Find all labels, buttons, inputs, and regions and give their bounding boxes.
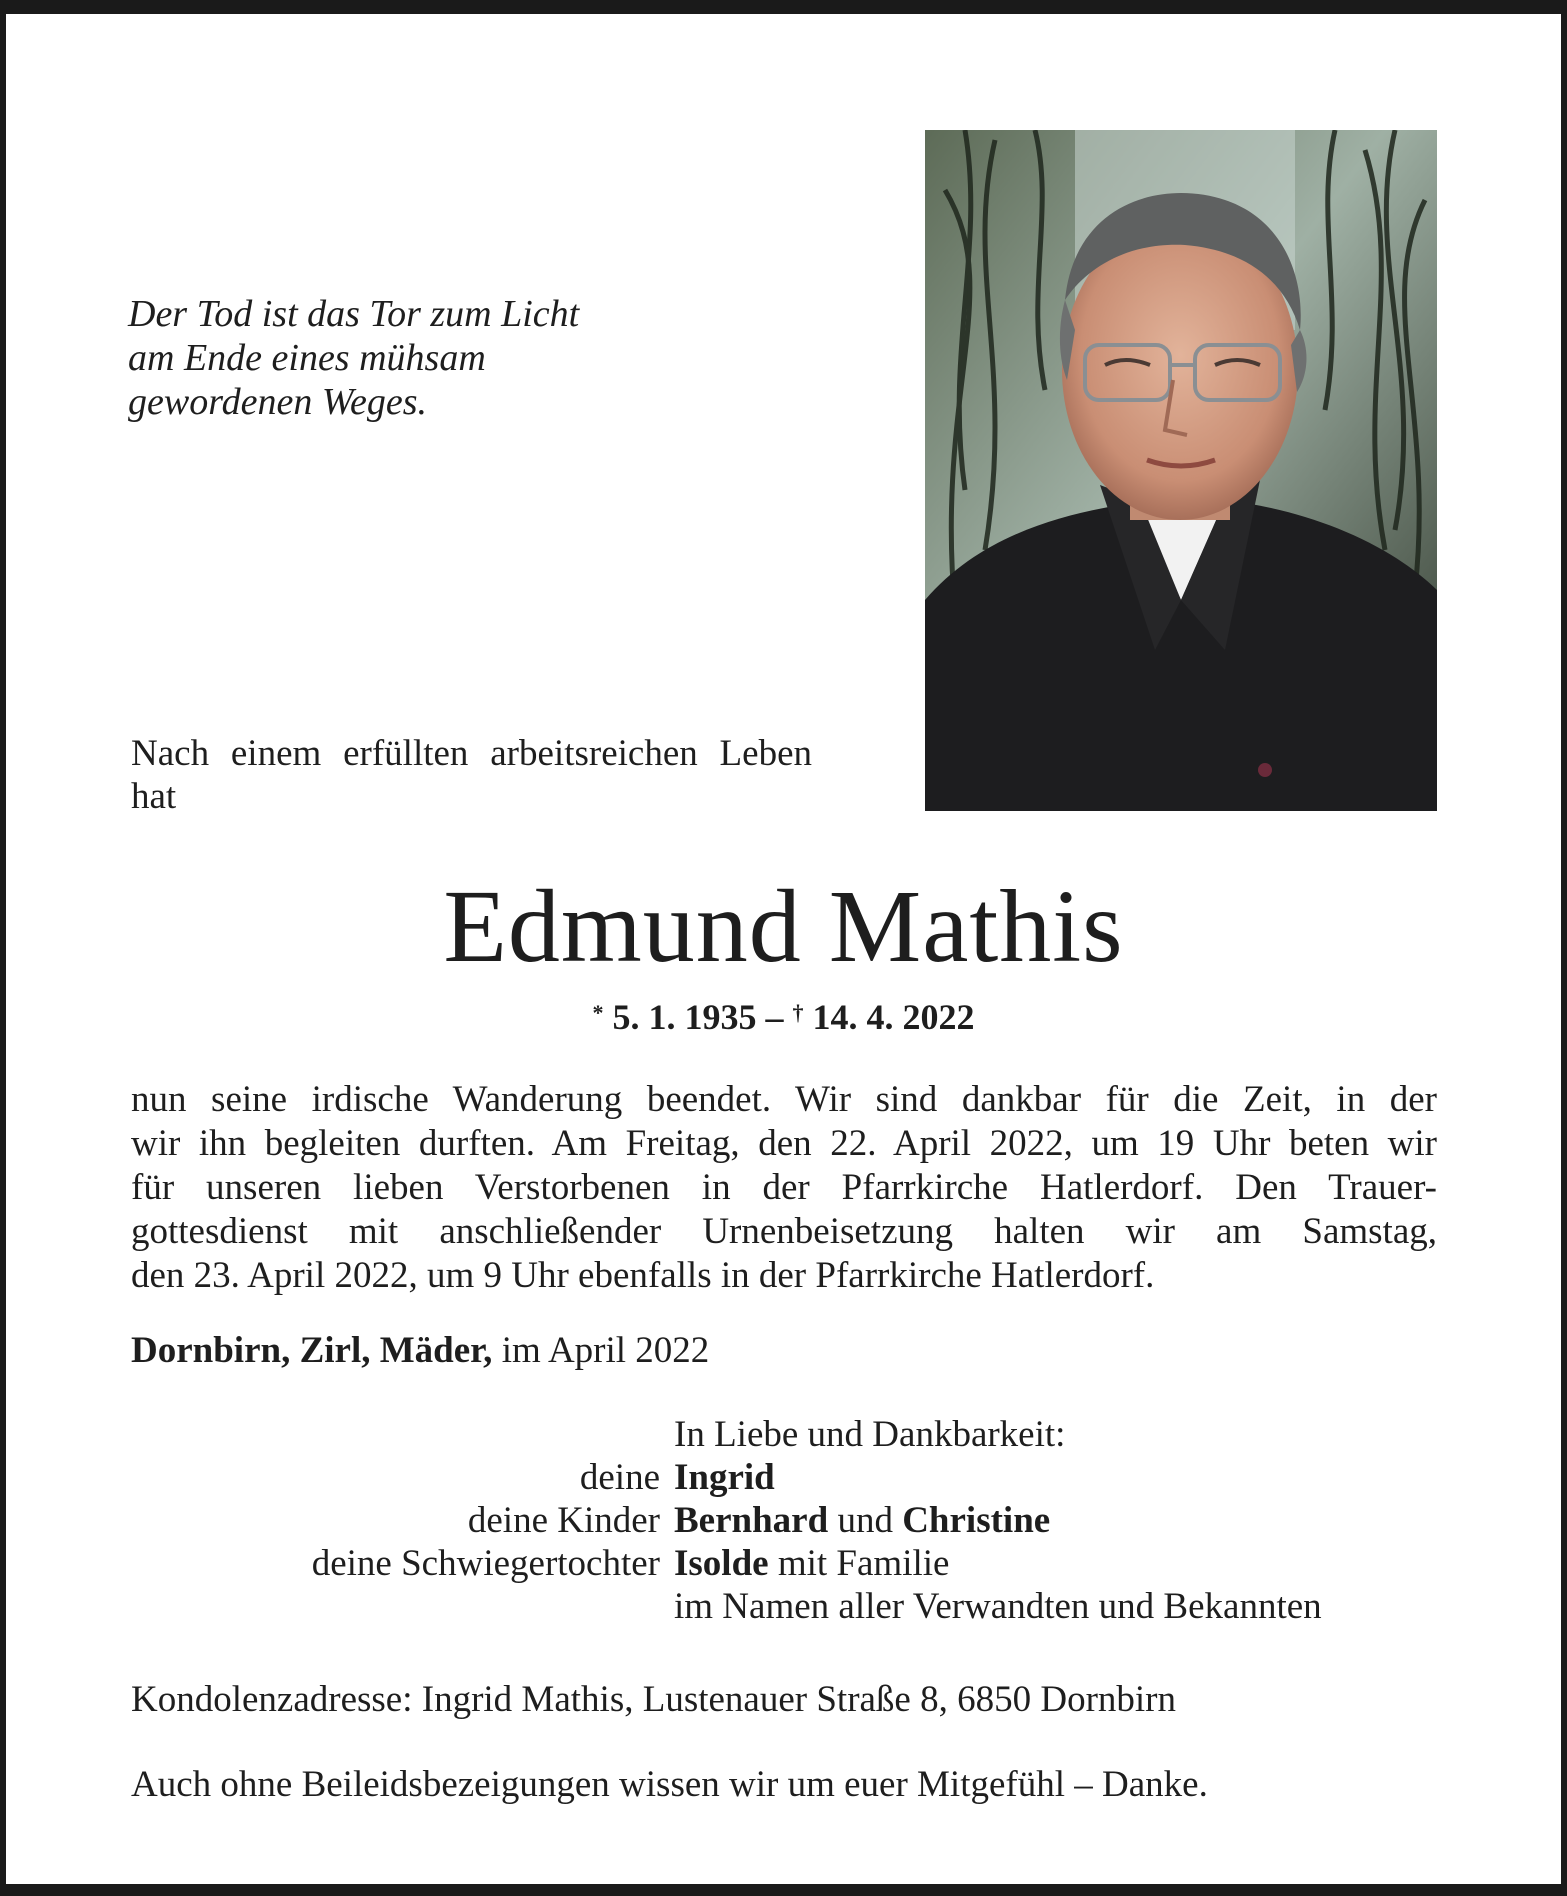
mourner-row (131, 1499, 1437, 1542)
body-line: nun seine irdische Wanderung beendet. Wir sind dankbar für die Zeit, in der (131, 1079, 1437, 1120)
body-line: wir ihn begleiten durften. Am Freitag, den 22. April 2022, um 19 Uhr beten wir (131, 1123, 1437, 1164)
body-line: gottesdienst mit anschließender Urnenbeisetzung halten wir am Samstag, (131, 1211, 1437, 1252)
mourner-name: Bernhard (674, 1500, 829, 1541)
mourners-heading: In Liebe und Dankbarkeit: (674, 1414, 1066, 1455)
birth-date: 5. 1. 1935 (612, 997, 757, 1037)
motto-line: Der Tod ist das Tor zum Licht (128, 293, 580, 335)
mourner-row (131, 1542, 1437, 1585)
mourner-relation: deine (579, 1457, 660, 1498)
date-separator: – (765, 997, 784, 1037)
mourner-name: Ingrid (674, 1457, 775, 1498)
death-date: 14. 4. 2022 (812, 997, 975, 1037)
body-line: den 23. April 2022, um 9 Uhr ebenfalls in der Pfarrkirche Hatlerdorf. (131, 1255, 1155, 1296)
motto-line: gewordenen Weges. (128, 381, 428, 423)
place-date: im April 2022 (492, 1330, 710, 1371)
closing-note: Auch ohne Beileidsbezeigungen wissen wir um euer Mitgefühl – Danke. (131, 1764, 1208, 1805)
mourner-joiner: und (828, 1500, 903, 1541)
mourners-footer-row (131, 1585, 1437, 1628)
portrait-photo (925, 130, 1437, 811)
intro-text: Nach einem erfüllten arbeitsreichen Leben hat (131, 733, 812, 817)
body-line: für unseren lieben Verstorbenen in der Pfarrkirche Hatlerdorf. Den Trauer- (131, 1167, 1437, 1208)
mourners-heading-row (131, 1413, 1437, 1456)
mourners-block (131, 1413, 1437, 1628)
mourner-name: Isolde (674, 1543, 769, 1584)
mourner-name: Christine (902, 1500, 1051, 1541)
place-and-date (131, 1329, 709, 1373)
motto-quote (128, 292, 728, 424)
condolence-address: Kondolenzadresse: Ingrid Mathis, Lustenauer Straße 8, 6850 Dornbirn (131, 1679, 1176, 1720)
portrait-photo-illustration (925, 130, 1437, 811)
death-symbol: † (792, 1000, 804, 1025)
mourners-footer: im Namen aller Verwandten und Bekannten (674, 1586, 1322, 1627)
birth-symbol: * (592, 1000, 604, 1025)
mourner-joiner: mit Familie (768, 1543, 950, 1584)
relation-spacer (131, 1585, 674, 1628)
motto-line: am Ende eines mühsam (128, 337, 486, 379)
mourner-relation: deine Schwiegertochter (311, 1543, 660, 1584)
mourner-row (131, 1456, 1437, 1499)
life-dates (0, 995, 1567, 1039)
obituary-body (131, 1078, 1437, 1298)
mourner-relation: deine Kinder (467, 1500, 660, 1541)
place-towns: Dornbirn, Zirl, Mäder, (131, 1330, 493, 1371)
deceased-name: Edmund Mathis (443, 869, 1124, 984)
relation-spacer (131, 1413, 674, 1456)
